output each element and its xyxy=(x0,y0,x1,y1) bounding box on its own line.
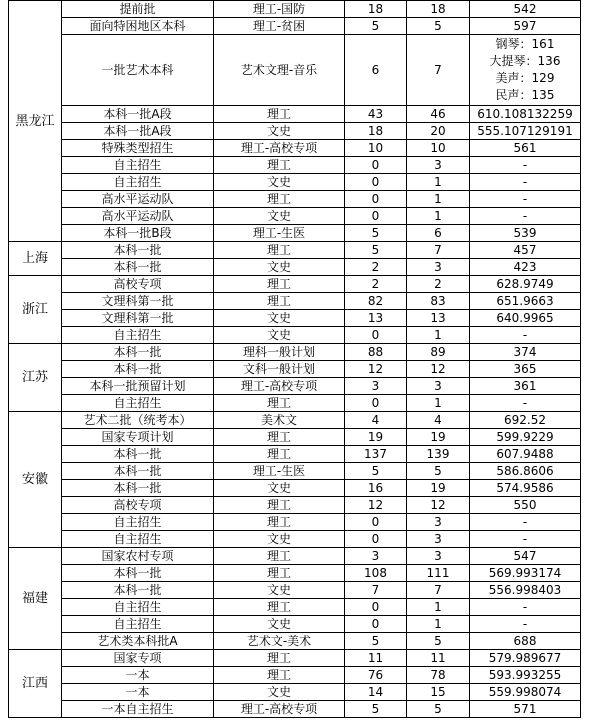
min-score-cell: 692.52 xyxy=(470,412,581,429)
admitted-count-cell: 3 xyxy=(407,514,470,531)
plan-count-cell: 2 xyxy=(345,259,407,276)
batch-cell: 自主招生 xyxy=(62,616,214,633)
table-row xyxy=(9,531,581,548)
plan-count-cell: 0 xyxy=(345,616,407,633)
table-body xyxy=(9,1,581,718)
subject-cell: 理工 xyxy=(214,599,345,616)
min-score-cell: 374 xyxy=(470,344,581,361)
batch-cell: 本科一批 xyxy=(62,344,214,361)
subject-cell: 理工 xyxy=(214,667,345,684)
score-line: 大提琴：136 xyxy=(489,54,561,68)
batch-cell: 本科一批 xyxy=(62,242,214,259)
min-score-cell xyxy=(470,35,581,106)
admitted-count-cell: 12 xyxy=(407,497,470,514)
subject-cell: 艺术文理-音乐 xyxy=(214,35,345,106)
admitted-count-cell: 20 xyxy=(407,123,470,140)
plan-count-cell: 5 xyxy=(345,225,407,242)
plan-count-cell: 5 xyxy=(345,463,407,480)
table-row xyxy=(9,497,581,514)
subject-cell: 文史 xyxy=(214,123,345,140)
plan-count-cell: 88 xyxy=(345,344,407,361)
table-row xyxy=(9,344,581,361)
batch-cell: 国家农村专项 xyxy=(62,548,214,565)
table-row xyxy=(9,310,581,327)
admitted-count-cell: 1 xyxy=(407,208,470,225)
batch-cell: 本科一批 xyxy=(62,259,214,276)
subject-cell: 文史 xyxy=(214,531,345,548)
min-score-cell: 688 xyxy=(470,633,581,650)
table-row xyxy=(9,633,581,650)
min-score-cell: - xyxy=(470,616,581,633)
subject-cell: 文史 xyxy=(214,208,345,225)
admitted-count-cell: 1 xyxy=(407,616,470,633)
subject-cell: 理工-生医 xyxy=(214,225,345,242)
batch-cell: 提前批 xyxy=(62,1,214,18)
min-score-cell: 539 xyxy=(470,225,581,242)
subject-cell: 理工-贫困 xyxy=(214,18,345,35)
min-score-cell: 555.107129191 xyxy=(470,123,581,140)
plan-count-cell: 76 xyxy=(345,667,407,684)
admitted-count-cell: 12 xyxy=(407,361,470,378)
plan-count-cell: 0 xyxy=(345,327,407,344)
plan-count-cell: 43 xyxy=(345,106,407,123)
table-row xyxy=(9,259,581,276)
batch-cell: 特殊类型招生 xyxy=(62,140,214,157)
table-row xyxy=(9,293,581,310)
plan-count-cell: 0 xyxy=(345,599,407,616)
admitted-count-cell: 89 xyxy=(407,344,470,361)
table-row xyxy=(9,191,581,208)
table-row xyxy=(9,565,581,582)
batch-cell: 高水平运动队 xyxy=(62,191,214,208)
table-row xyxy=(9,174,581,191)
table-row xyxy=(9,276,581,293)
min-score-cell: 628.9749 xyxy=(470,276,581,293)
subject-cell: 理工-高校专项 xyxy=(214,140,345,157)
min-score-cell: 361 xyxy=(470,378,581,395)
admitted-count-cell: 1 xyxy=(407,174,470,191)
plan-count-cell: 10 xyxy=(345,140,407,157)
min-score-cell: 597 xyxy=(470,18,581,35)
plan-count-cell: 13 xyxy=(345,310,407,327)
subject-cell: 文史 xyxy=(214,684,345,701)
admitted-count-cell: 3 xyxy=(407,378,470,395)
batch-cell: 本科一批 xyxy=(62,582,214,599)
min-score-cell: - xyxy=(470,531,581,548)
subject-cell: 理工 xyxy=(214,565,345,582)
admitted-count-cell: 5 xyxy=(407,633,470,650)
plan-count-cell: 16 xyxy=(345,480,407,497)
min-score-cell: 610.108132259 xyxy=(470,106,581,123)
batch-cell: 自主招生 xyxy=(62,327,214,344)
batch-cell: 自主招生 xyxy=(62,514,214,531)
admitted-count-cell: 1 xyxy=(407,395,470,412)
subject-cell: 理工 xyxy=(214,650,345,667)
table-row xyxy=(9,599,581,616)
min-score-cell: 542 xyxy=(470,1,581,18)
batch-cell: 高校专项 xyxy=(62,497,214,514)
plan-count-cell: 0 xyxy=(345,157,407,174)
admitted-count-cell: 15 xyxy=(407,684,470,701)
batch-cell: 自主招生 xyxy=(62,174,214,191)
table-row xyxy=(9,616,581,633)
min-score-cell: 607.9488 xyxy=(470,446,581,463)
min-score-cell: 547 xyxy=(470,548,581,565)
admitted-count-cell: 3 xyxy=(407,157,470,174)
batch-cell: 本科一批 xyxy=(62,565,214,582)
province-cell: 上海 xyxy=(9,242,62,276)
min-score-cell: 561 xyxy=(470,140,581,157)
min-score-cell: 559.998074 xyxy=(470,684,581,701)
subject-cell: 理工 xyxy=(214,497,345,514)
table-row xyxy=(9,242,581,259)
subject-cell: 理工-高校专项 xyxy=(214,701,345,718)
score-line: 美声：129 xyxy=(495,71,555,85)
table-row xyxy=(9,548,581,565)
table-row xyxy=(9,35,581,106)
subject-cell: 文史 xyxy=(214,480,345,497)
subject-cell: 理工 xyxy=(214,514,345,531)
admitted-count-cell: 4 xyxy=(407,412,470,429)
subject-cell: 文史 xyxy=(214,174,345,191)
plan-count-cell: 82 xyxy=(345,293,407,310)
plan-count-cell: 108 xyxy=(345,565,407,582)
batch-cell: 艺术类本科批A xyxy=(62,633,214,650)
min-score-cell: 599.9229 xyxy=(470,429,581,446)
admitted-count-cell: 6 xyxy=(407,225,470,242)
subject-cell: 理工 xyxy=(214,242,345,259)
min-score-cell: 651.9663 xyxy=(470,293,581,310)
batch-cell: 本科一批 xyxy=(62,361,214,378)
table-row xyxy=(9,582,581,599)
plan-count-cell: 5 xyxy=(345,633,407,650)
batch-cell: 自主招生 xyxy=(62,599,214,616)
table-row xyxy=(9,208,581,225)
admitted-count-cell: 139 xyxy=(407,446,470,463)
plan-count-cell: 0 xyxy=(345,514,407,531)
admitted-count-cell: 1 xyxy=(407,599,470,616)
admitted-count-cell: 1 xyxy=(407,327,470,344)
table-row xyxy=(9,361,581,378)
admitted-count-cell: 10 xyxy=(407,140,470,157)
admitted-count-cell: 5 xyxy=(407,701,470,718)
batch-cell: 自主招生 xyxy=(62,531,214,548)
admission-score-table xyxy=(8,0,581,718)
province-cell: 安徽 xyxy=(9,412,62,548)
admitted-count-cell: 19 xyxy=(407,480,470,497)
batch-cell: 自主招生 xyxy=(62,395,214,412)
batch-cell: 一本 xyxy=(62,667,214,684)
min-score-cell: 593.993255 xyxy=(470,667,581,684)
plan-count-cell: 0 xyxy=(345,174,407,191)
admitted-count-cell: 3 xyxy=(407,259,470,276)
subject-cell: 理工-高校专项 xyxy=(214,378,345,395)
batch-cell: 自主招生 xyxy=(62,157,214,174)
table-row xyxy=(9,684,581,701)
admitted-count-cell: 46 xyxy=(407,106,470,123)
plan-count-cell: 12 xyxy=(345,497,407,514)
plan-count-cell: 5 xyxy=(345,242,407,259)
min-score-cell: 571 xyxy=(470,701,581,718)
subject-cell: 理工 xyxy=(214,429,345,446)
min-score-cell: - xyxy=(470,599,581,616)
plan-count-cell: 0 xyxy=(345,208,407,225)
admitted-count-cell: 5 xyxy=(407,18,470,35)
min-score-cell: - xyxy=(470,327,581,344)
admitted-count-cell: 18 xyxy=(407,1,470,18)
admitted-count-cell: 3 xyxy=(407,531,470,548)
subject-cell: 理工 xyxy=(214,548,345,565)
subject-cell: 理工 xyxy=(214,395,345,412)
batch-cell: 面向特困地区本科 xyxy=(62,18,214,35)
batch-cell: 本科一批 xyxy=(62,446,214,463)
subject-cell: 理工 xyxy=(214,293,345,310)
plan-count-cell: 11 xyxy=(345,650,407,667)
plan-count-cell: 0 xyxy=(345,395,407,412)
table-row xyxy=(9,378,581,395)
admitted-count-cell: 2 xyxy=(407,276,470,293)
subject-cell: 文史 xyxy=(214,616,345,633)
batch-cell: 本科一批 xyxy=(62,480,214,497)
min-score-cell: 640.9965 xyxy=(470,310,581,327)
batch-cell: 文理科第一批 xyxy=(62,293,214,310)
min-score-cell: 457 xyxy=(470,242,581,259)
plan-count-cell: 7 xyxy=(345,582,407,599)
admitted-count-cell: 1 xyxy=(407,191,470,208)
min-score-cell: - xyxy=(470,514,581,531)
table-row xyxy=(9,463,581,480)
subject-cell: 理工 xyxy=(214,276,345,293)
min-score-cell: - xyxy=(470,191,581,208)
table-row xyxy=(9,412,581,429)
subject-cell: 理工-生医 xyxy=(214,463,345,480)
batch-cell: 国家专项计划 xyxy=(62,429,214,446)
table-row xyxy=(9,225,581,242)
batch-cell: 本科一批预留计划 xyxy=(62,378,214,395)
province-cell: 江西 xyxy=(9,650,62,718)
table-row xyxy=(9,140,581,157)
admission-score-table-container xyxy=(8,0,580,718)
min-score-cell: 586.8606 xyxy=(470,463,581,480)
batch-cell: 高校专项 xyxy=(62,276,214,293)
admitted-count-cell: 78 xyxy=(407,667,470,684)
batch-cell: 艺术二批（统考本） xyxy=(62,412,214,429)
score-line: 民声：135 xyxy=(495,88,555,102)
plan-count-cell: 137 xyxy=(345,446,407,463)
batch-cell: 本科一批B段 xyxy=(62,225,214,242)
subject-cell: 理工 xyxy=(214,191,345,208)
table-row xyxy=(9,18,581,35)
table-row xyxy=(9,1,581,18)
subject-cell: 文科一般计划 xyxy=(214,361,345,378)
score-line: 钢琴：161 xyxy=(495,37,555,51)
plan-count-cell: 5 xyxy=(345,18,407,35)
table-row xyxy=(9,446,581,463)
min-score-cell: 574.9586 xyxy=(470,480,581,497)
admitted-count-cell: 7 xyxy=(407,242,470,259)
table-row xyxy=(9,514,581,531)
admitted-count-cell: 19 xyxy=(407,429,470,446)
min-score-cell: 556.998403 xyxy=(470,582,581,599)
plan-count-cell: 19 xyxy=(345,429,407,446)
min-score-cell: 365 xyxy=(470,361,581,378)
admitted-count-cell: 5 xyxy=(407,463,470,480)
min-score-cell: 569.993174 xyxy=(470,565,581,582)
plan-count-cell: 3 xyxy=(345,378,407,395)
table-row xyxy=(9,123,581,140)
plan-count-cell: 6 xyxy=(345,35,407,106)
table-row xyxy=(9,106,581,123)
batch-cell: 一本自主招生 xyxy=(62,701,214,718)
min-score-cell: - xyxy=(470,395,581,412)
province-cell: 江苏 xyxy=(9,344,62,412)
plan-count-cell: 5 xyxy=(345,701,407,718)
batch-cell: 本科一批A段 xyxy=(62,106,214,123)
batch-cell: 一本 xyxy=(62,684,214,701)
province-cell: 福建 xyxy=(9,548,62,650)
subject-cell: 美术文 xyxy=(214,412,345,429)
batch-cell: 一批艺术本科 xyxy=(62,35,214,106)
plan-count-cell: 2 xyxy=(345,276,407,293)
plan-count-cell: 14 xyxy=(345,684,407,701)
province-cell: 浙江 xyxy=(9,276,62,344)
min-score-cell: - xyxy=(470,208,581,225)
subject-cell: 文史 xyxy=(214,582,345,599)
subject-cell: 理工-国防 xyxy=(214,1,345,18)
batch-cell: 本科一批 xyxy=(62,463,214,480)
table-row xyxy=(9,650,581,667)
table-row xyxy=(9,667,581,684)
min-score-cell: - xyxy=(470,174,581,191)
admitted-count-cell: 7 xyxy=(407,582,470,599)
admitted-count-cell: 7 xyxy=(407,35,470,106)
plan-count-cell: 3 xyxy=(345,548,407,565)
table-row xyxy=(9,429,581,446)
admitted-count-cell: 83 xyxy=(407,293,470,310)
subject-cell: 艺术文-美术 xyxy=(214,633,345,650)
subject-cell: 理工 xyxy=(214,446,345,463)
province-cell: 黑龙江 xyxy=(9,1,62,242)
plan-count-cell: 0 xyxy=(345,191,407,208)
subject-cell: 理工 xyxy=(214,106,345,123)
plan-count-cell: 18 xyxy=(345,123,407,140)
subject-cell: 理科一般计划 xyxy=(214,344,345,361)
batch-cell: 国家专项 xyxy=(62,650,214,667)
table-row xyxy=(9,157,581,174)
admitted-count-cell: 13 xyxy=(407,310,470,327)
admitted-count-cell: 111 xyxy=(407,565,470,582)
table-row xyxy=(9,395,581,412)
min-score-cell: - xyxy=(470,157,581,174)
admitted-count-cell: 3 xyxy=(407,548,470,565)
min-score-cell: 579.989677 xyxy=(470,650,581,667)
plan-count-cell: 0 xyxy=(345,531,407,548)
batch-cell: 高水平运动队 xyxy=(62,208,214,225)
batch-cell: 文理科第一批 xyxy=(62,310,214,327)
batch-cell: 本科一批A段 xyxy=(62,123,214,140)
min-score-cell: 550 xyxy=(470,497,581,514)
plan-count-cell: 18 xyxy=(345,1,407,18)
subject-cell: 文史 xyxy=(214,259,345,276)
plan-count-cell: 4 xyxy=(345,412,407,429)
table-row xyxy=(9,701,581,718)
subject-cell: 理工 xyxy=(214,157,345,174)
subject-cell: 文史 xyxy=(214,310,345,327)
table-row xyxy=(9,327,581,344)
admitted-count-cell: 11 xyxy=(407,650,470,667)
plan-count-cell: 12 xyxy=(345,361,407,378)
min-score-cell: 423 xyxy=(470,259,581,276)
subject-cell: 文史 xyxy=(214,327,345,344)
table-row xyxy=(9,480,581,497)
